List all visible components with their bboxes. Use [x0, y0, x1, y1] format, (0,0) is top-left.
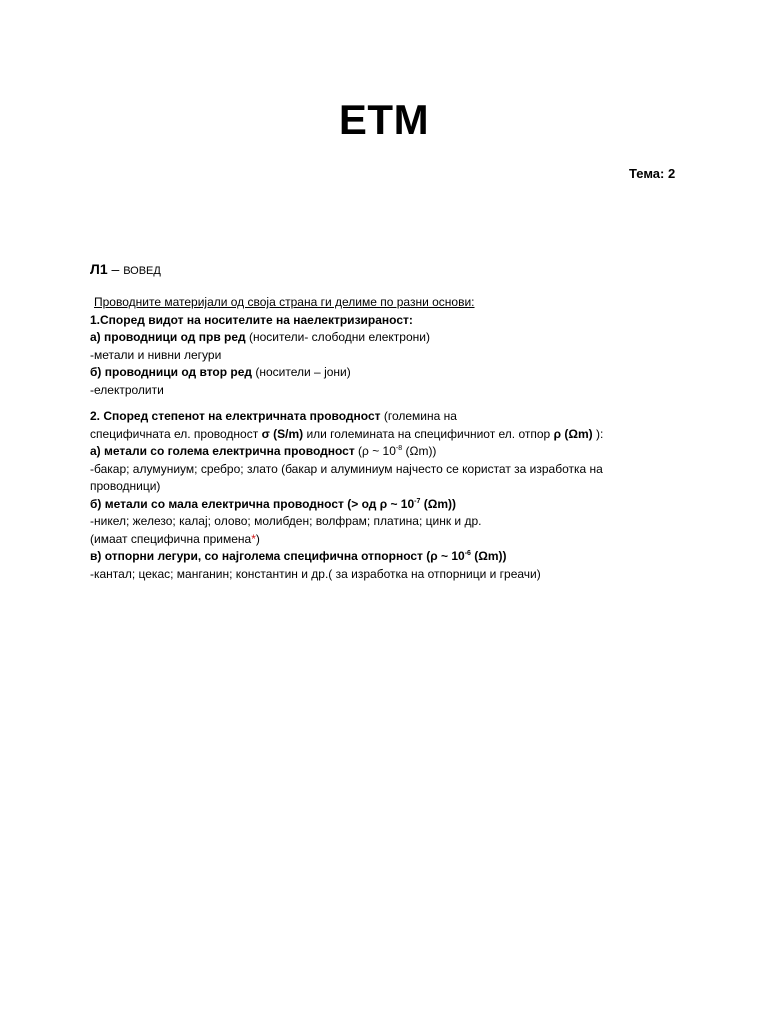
conductivity-unit: σ (S/m): [261, 426, 304, 441]
group2-a-exponent: -8: [395, 445, 403, 452]
group2-a-examples: -бакар; алумуниум; сребро; злато (бакар и алуминиум најчесто се користат за изработка на: [90, 461, 603, 476]
group1-b-examples: -електролити: [90, 382, 164, 397]
group2-b-label-pre: б) метали со мала електрична проводност (> од ρ ~ 10: [90, 496, 415, 511]
topic-label: Тема: 2: [629, 166, 676, 181]
group2-a-note-post: (Ωm)): [402, 444, 437, 458]
group2-b-note-end: ): [255, 531, 260, 546]
group1-item-a: [90, 329, 690, 347]
document-body: [90, 294, 690, 583]
group2-a-examples-cont: проводници): [90, 479, 161, 493]
group1-heading: 1.Според видот на носителите на наелектризираност:: [90, 312, 413, 327]
group2-b-note-text: (имаат специфична примена: [90, 531, 252, 546]
definition-text-2: или големината на специфичниот ел. отпор: [303, 426, 554, 441]
group1-a-note: (носители- слободни електрони): [245, 330, 430, 344]
group1-b-note: (носители – јони): [252, 365, 351, 379]
group2-c-label-pre: в) отпорни легури, со најголема специфична отпорност (ρ ~ 10: [90, 549, 465, 563]
group2-b-note: [90, 531, 690, 549]
group2-definition-line: [90, 426, 690, 444]
group2-item-a: [90, 443, 690, 461]
group2-b-exponent: -7: [414, 497, 421, 505]
group2-a-label: а) метали со голема електрична проводност: [90, 444, 355, 458]
footnote-star: *: [251, 531, 256, 546]
group2-a-note-pre: (ρ ~ 10: [354, 444, 396, 458]
resistivity-unit: ρ (Ωm): [553, 426, 593, 441]
section-name: ВОВЕД: [123, 265, 161, 277]
section-heading: [90, 261, 161, 277]
group2-item-c: [90, 548, 690, 566]
group2-c-label-post: (Ωm)): [470, 549, 507, 563]
intro-line: Проводните материјали од своја страна ги делиме по разни основи:: [94, 295, 475, 309]
section-separator: –: [107, 261, 124, 277]
section-code: Л1: [90, 261, 108, 277]
group2-heading-text: 2. Според степенот на електричната проводност: [90, 409, 381, 423]
paragraph-gap: [90, 399, 690, 408]
group1-a-label: а) проводници од прв ред: [90, 330, 246, 344]
group2-c-examples: -кантал; цекас; манганин; константин и др.( за изработка на отпорници и греачи): [90, 566, 541, 581]
group2-item-b: [90, 496, 690, 514]
group1-b-label: б) проводници од втор ред: [90, 365, 253, 379]
group1-item-b: [90, 364, 690, 382]
group2-heading-note: (големина на: [380, 409, 457, 423]
group2-heading: [90, 408, 690, 426]
definition-end: ):: [592, 426, 604, 441]
group2-b-label-post: (Ωm)): [420, 496, 456, 511]
definition-text: специфичната ел. проводност: [90, 426, 262, 441]
group1-a-examples: -метали и нивни легури: [90, 347, 222, 362]
group2-c-exponent: -6: [464, 550, 471, 557]
group2-b-examples: -никел; железо; калај; олово; молибден; волфрам; платина; цинк и др.: [90, 514, 482, 528]
document-title: ЕТМ: [338, 96, 430, 143]
